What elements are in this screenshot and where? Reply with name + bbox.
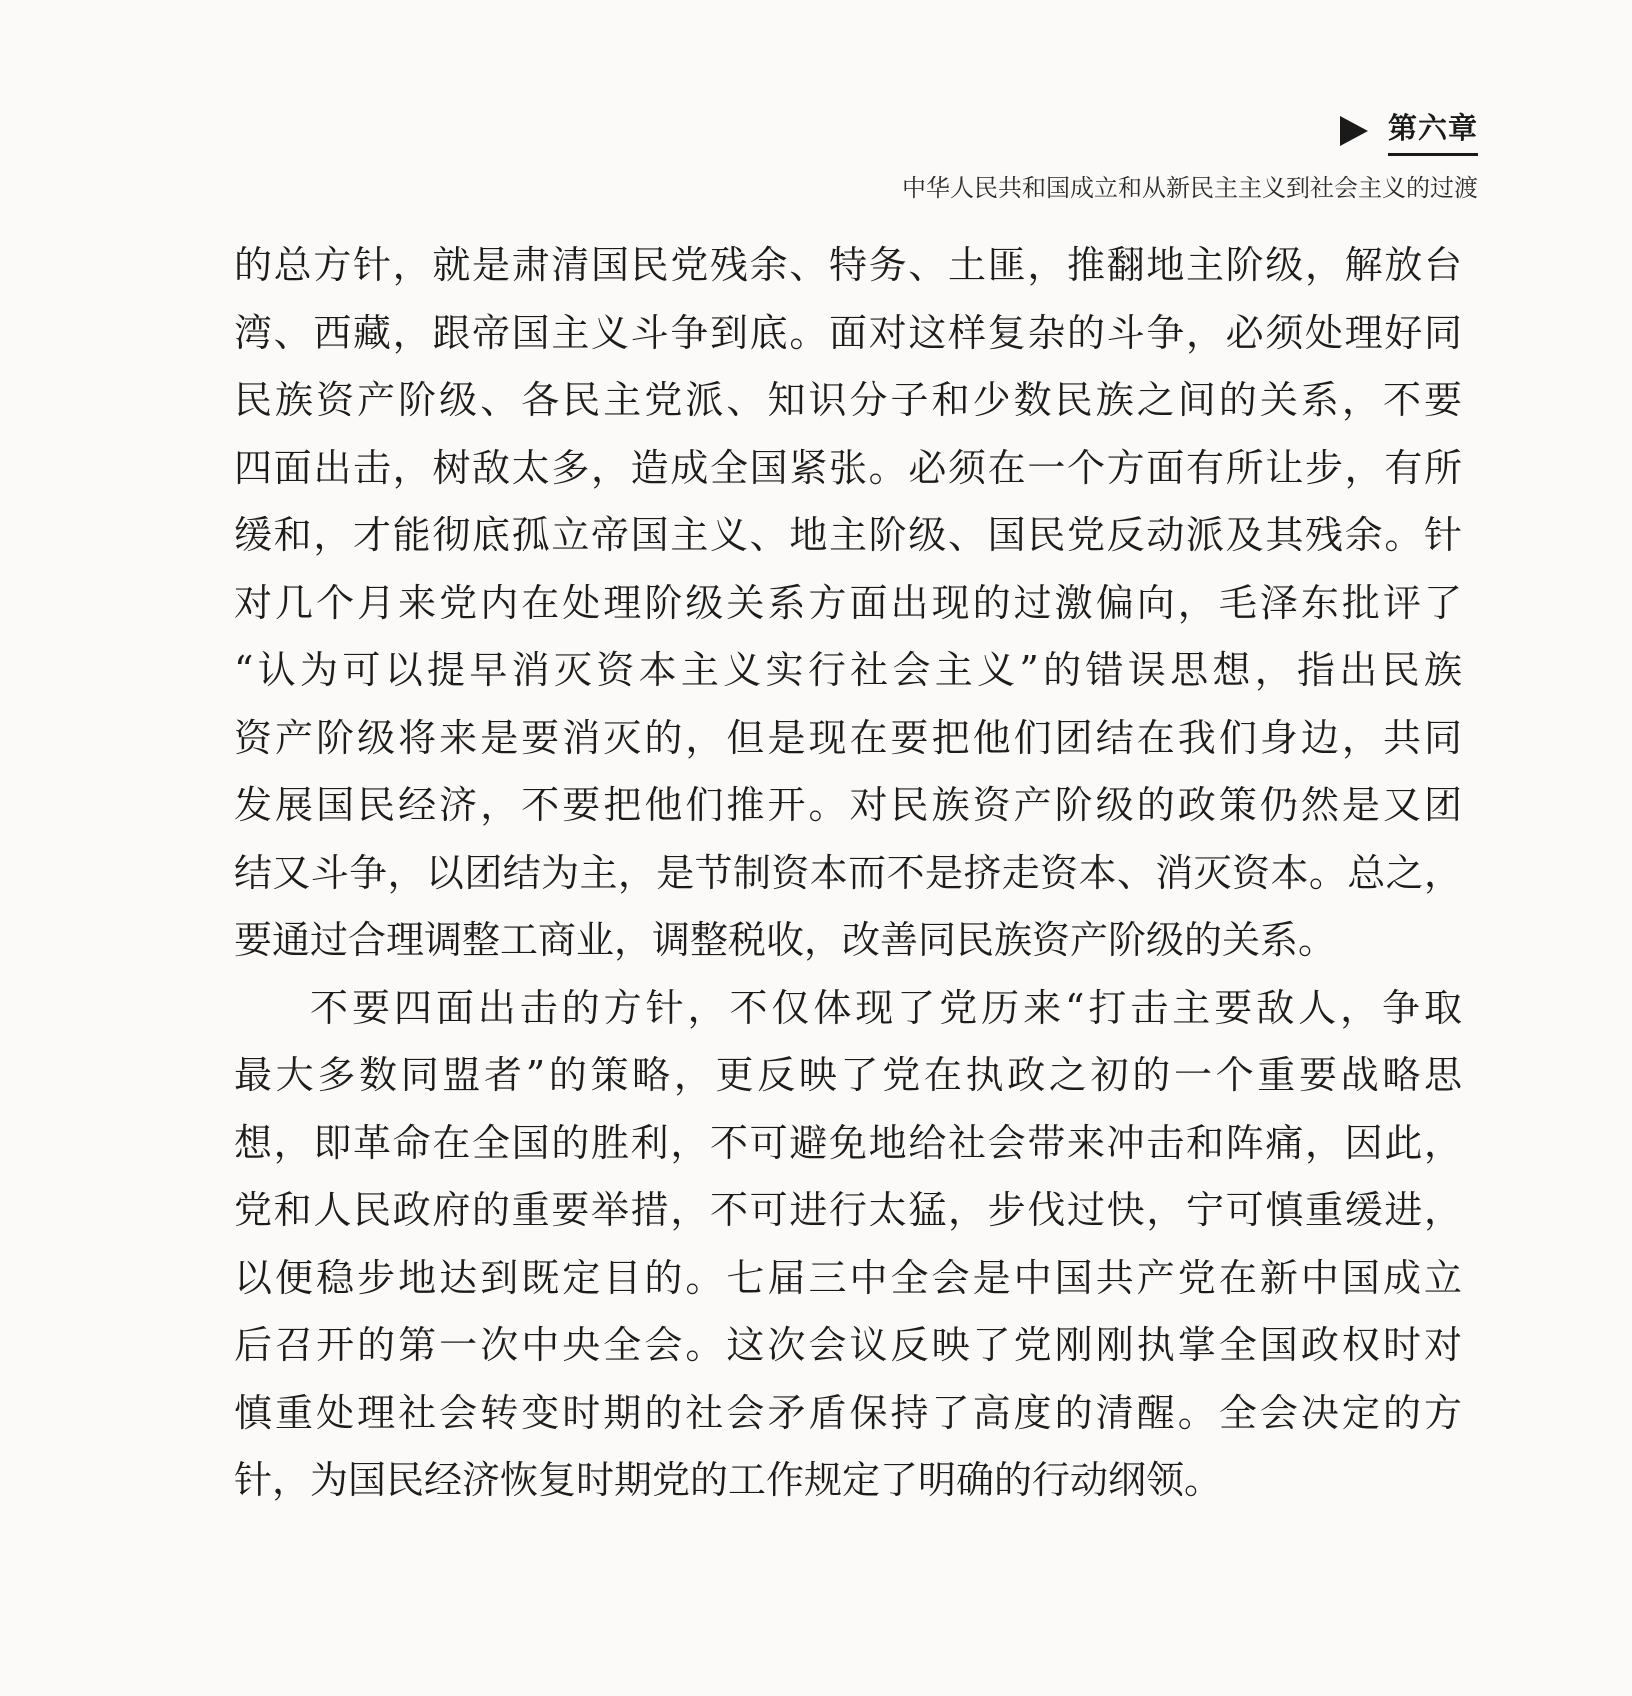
text-line: 想，即革命在全国的胜利，不可避免地给社会带来冲击和阵痛，因此， (234, 1120, 1462, 1165)
text-line: 最大多数同盟者”的策略，更反映了党在执政之初的一个重要战略思 (234, 1053, 1462, 1097)
text-line: 湾、西藏，跟帝国主义斗争到底。面对这样复杂的斗争，必须处理好同 (234, 310, 1462, 355)
text-line: 结又斗争，以团结为主，是节制资本而不是挤走资本、消灭资本。总之， (234, 850, 1462, 895)
text-line: 资产阶级将来是要消灭的，但是现在要把他们团结在我们身边，共同 (234, 715, 1462, 760)
play-arrow-icon (1340, 116, 1368, 146)
text-line: 针，为国民经济恢复时期党的工作规定了明确的行动纲领。 (234, 1458, 1223, 1502)
text-line: 民族资产阶级、各民主党派、知识分子和少数民族之间的关系，不要 (234, 378, 1462, 422)
chapter-label: 第六章 (1388, 106, 1478, 156)
body-text (234, 232, 1462, 1515)
text-line: 四面出击，树敌太多，造成全国紧张。必须在一个方面有所让步，有所 (234, 445, 1462, 490)
text-line: 的总方针，就是肃清国民党残余、特务、土匪，推翻地主阶级，解放台 (234, 243, 1462, 287)
text-line: 缓和，才能彻底孤立帝国主义、地主阶级、国民党反动派及其残余。针 (234, 513, 1462, 557)
text-line: 对几个月来党内在处理阶级关系方面出现的过激偏向，毛泽东批评了 (234, 580, 1462, 625)
paragraph-2 (234, 975, 1462, 1515)
chapter-line (718, 108, 1478, 154)
text-line: 不要四面出击的方针，不仅体现了党历来“打击主要敌人，争取 (310, 985, 1462, 1030)
text-line: 以便稳步地达到既定目的。七届三中全会是中国共产党在新中国成立 (234, 1255, 1462, 1300)
chapter-subtitle: 中华人民共和国成立和从新民主主义到社会主义的过渡 (902, 174, 1478, 202)
paragraph-1 (234, 232, 1462, 975)
text-line: “认为可以提早消灭资本主义实行社会主义”的错误思想，指出民族 (234, 648, 1462, 692)
text-line: 党和人民政府的重要举措，不可进行太猛，步伐过快，宁可慎重缓进， (234, 1188, 1462, 1232)
text-line: 发展国民经济，不要把他们推开。对民族资产阶级的政策仍然是又团 (234, 783, 1462, 827)
text-line: 慎重处理社会转变时期的社会矛盾保持了高度的清醒。全会决定的方 (234, 1390, 1462, 1435)
text-line: 后召开的第一次中央全会。这次会议反映了党刚刚执掌全国政权时对 (234, 1323, 1462, 1367)
running-head (718, 108, 1478, 203)
text-line: 要通过合理调整工商业，调整税收，改善同民族资产阶级的关系。 (234, 918, 1337, 962)
